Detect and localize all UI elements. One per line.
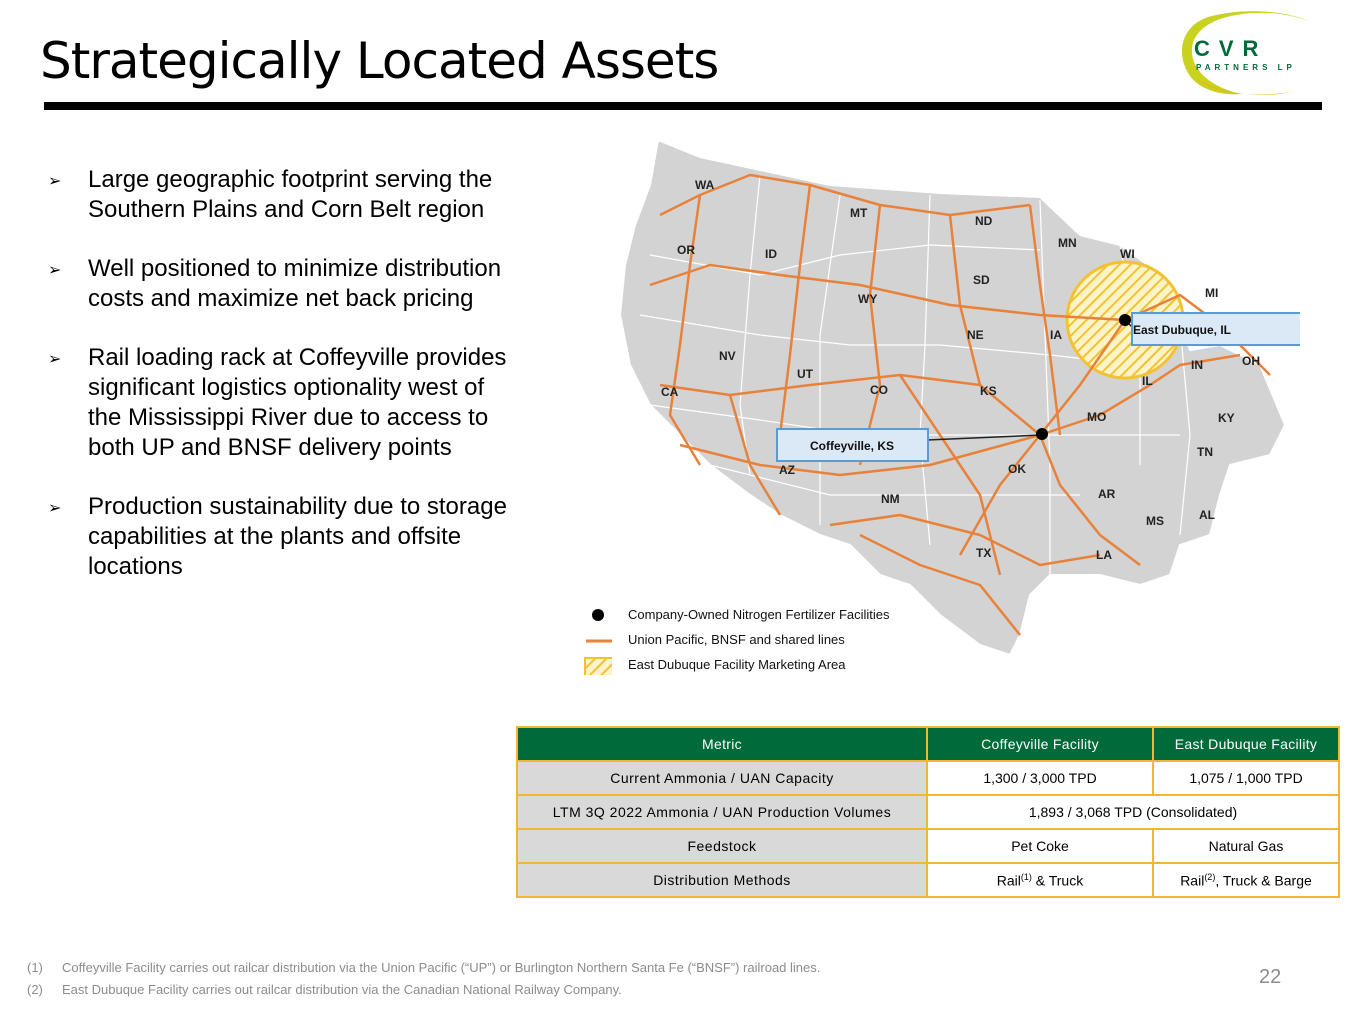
coffeyville-cell: 1,300 / 3,000 TPD [927,761,1153,795]
header-east-dubuque: East Dubuque Facility [1153,727,1339,761]
metric-cell: Distribution Methods [517,863,927,897]
east-dubuque-cell: Rail$^{(2)}$, Truck & Barge [1153,863,1339,897]
page-title: Strategically Located Assets [40,32,719,90]
state-label: TN [1197,445,1213,459]
state-label: KY [1218,411,1235,425]
state-label: ND [975,214,993,228]
state-label: NE [967,328,984,342]
state-label: LA [1096,548,1112,562]
table-header-row [517,727,1339,761]
cvr-partners-logo [1172,8,1322,98]
east-dubuque-facility-marker [1119,314,1131,326]
hatched-area-icon [584,657,612,675]
bullet-item: ➢ Production sustainability due to storage capabilities at the plants and offsite locations [48,493,507,580]
us-rail-map [580,135,1300,675]
state-label: UT [797,367,813,381]
state-label: OH [1242,354,1260,368]
rail-line-icon [584,632,612,650]
title-rule [44,102,1322,110]
east-dubuque-callout-label: East Dubuque, IL [1133,323,1232,337]
state-label: WA [695,178,715,192]
arrow-bullet-icon: ➢ [48,262,62,279]
legend-item: East Dubuque Facility Marketing Area [580,654,890,679]
state-label: AL [1199,508,1215,522]
state-label: MT [850,206,868,220]
table-row [517,795,1339,829]
footnote: (1) Coffeyville Facility carries out railcar distribution via the Union Pacific (“UP”) or Burlington Northern Santa Fe (“BNSF”) railroad lines. [27,960,821,975]
facility-metrics-table [516,726,1340,898]
state-label: MS [1146,514,1164,528]
state-label: NM [881,492,900,506]
east-dubuque-cell: Natural Gas [1153,829,1339,863]
metric-cell: Feedstock [517,829,927,863]
state-label: MI [1205,286,1219,300]
state-label: CA [661,385,679,399]
bullet-item: ➢ Well positioned to minimize distribution costs and maximize net back pricing [48,255,502,312]
footnote: (2) East Dubuque Facility carries out railcar distribution via the Canadian National Railway Company. [27,982,622,997]
metric-cell: Current Ammonia / UAN Capacity [517,761,927,795]
state-label: OK [1008,462,1026,476]
state-label: KS [980,384,997,398]
svg-text:PARTNERS LP: PARTNERS LP [1196,63,1296,72]
footnote-ref: (2) [1204,871,1216,882]
coffeyville-callout-label: Coffeyville, KS [809,439,895,453]
state-label: MO [1087,410,1107,424]
bullet-item: ➢ Large geographic footprint serving the Southern Plains and Corn Belt region [48,166,493,223]
map-legend [580,604,890,679]
state-label: NV [719,349,736,363]
table-row [517,829,1339,863]
state-label: WY [858,292,878,306]
table-row [517,761,1339,795]
bullet-list [44,165,514,611]
state-label: IL [1142,374,1153,388]
state-label: TX [976,546,992,560]
arrow-bullet-icon: ➢ [48,351,62,368]
page-number: 22 [1259,966,1282,988]
bullet-item: ➢ Rail loading rack at Coffeyville provides significant logistics optionality west of the Mississippi River due to access to both UP and BNSF delivery points [48,344,507,461]
state-label: MN [1058,236,1077,250]
state-label: CO [870,383,888,397]
state-label: ID [765,247,777,261]
metric-cell: LTM 3Q 2022 Ammonia / UAN Production Volumes [517,795,927,829]
state-label: IN [1191,358,1203,372]
state-label: WI [1120,247,1135,261]
table-row [517,863,1339,897]
legend-item: Union Pacific, BNSF and shared lines [580,629,890,654]
arrow-bullet-icon: ➢ [48,173,62,190]
coffeyville-cell: Pet Coke [927,829,1153,863]
coffeyville-cell: Rail$^{(1)}$ & Truck [927,863,1153,897]
coffeyville-facility-marker [1036,428,1048,440]
legend-item: Company-Owned Nitrogen Fertilizer Facilities [580,604,890,629]
state-label: SD [973,273,990,287]
arrow-bullet-icon: ➢ [48,500,62,517]
footnote-ref: (1) [1020,871,1032,882]
consolidated-cell: 1,893 / 3,068 TPD (Consolidated) [927,795,1339,829]
state-label: AZ [779,463,795,477]
header-metric: Metric [517,727,927,761]
us-landmass [620,140,1285,655]
header-coffeyville: Coffeyville Facility [927,727,1153,761]
state-label: IA [1050,328,1062,342]
facility-dot-icon [584,607,612,625]
svg-text:CVR: CVR [1194,36,1268,61]
state-label: OR [677,243,695,257]
state-label: AR [1098,487,1116,501]
east-dubuque-cell: 1,075 / 1,000 TPD [1153,761,1339,795]
